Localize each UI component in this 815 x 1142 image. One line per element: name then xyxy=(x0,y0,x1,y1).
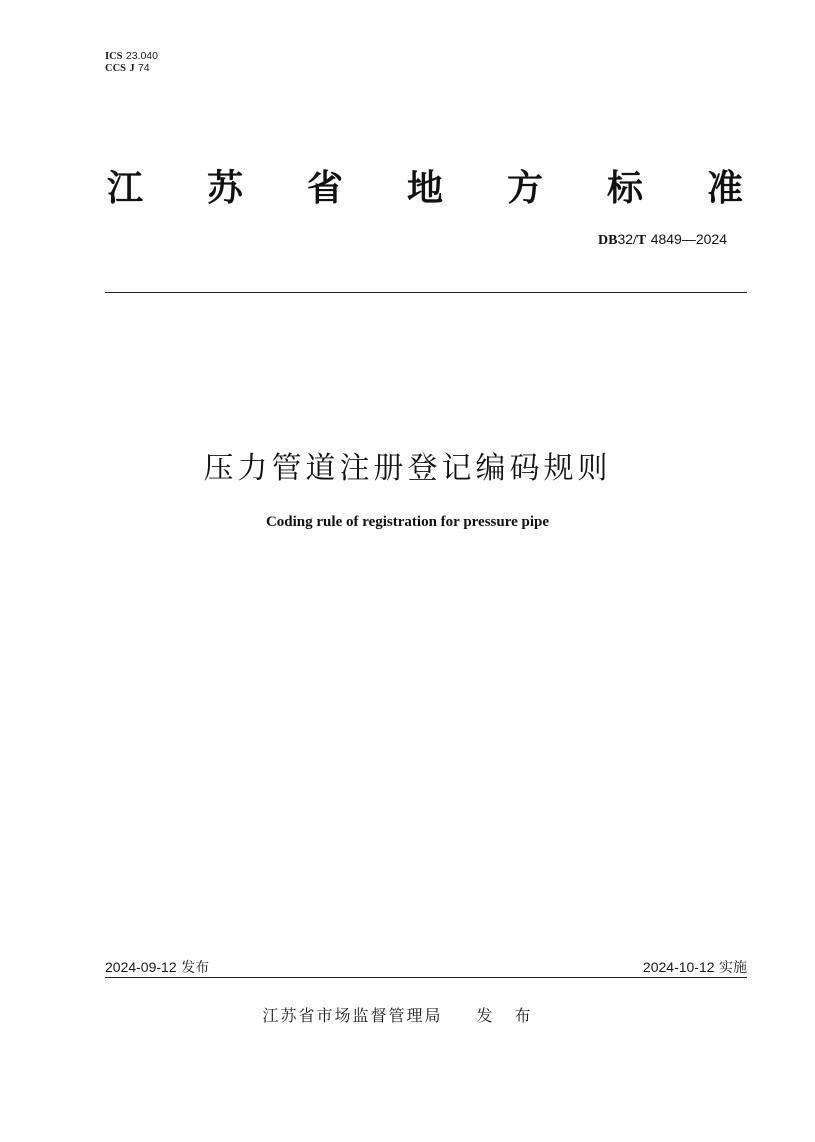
ics-label: ICS xyxy=(105,51,123,62)
ccs-letter: J xyxy=(129,63,135,74)
implementation-date-value: 2024-10-12 xyxy=(642,959,715,975)
standard-type-char: 苏 xyxy=(206,167,243,209)
standard-type-char: 准 xyxy=(706,167,743,209)
implementation-date-label: 实施 xyxy=(719,960,747,976)
footer-divider xyxy=(105,977,747,978)
header-divider xyxy=(105,292,747,293)
standard-region: 32 xyxy=(617,231,634,247)
publisher-name: 江苏省市场监督管理局 xyxy=(262,1006,443,1025)
ccs-code xyxy=(105,63,150,74)
publisher-line xyxy=(0,1003,815,1026)
standard-type-char: 江 xyxy=(106,167,143,209)
document-title-english: Coding rule of registration for pressure pipe xyxy=(265,514,550,530)
issue-date-value: 2024-09-12 xyxy=(105,959,177,975)
document-title-chinese: 压力管道注册登记编码规则 xyxy=(203,451,612,486)
standard-serial: 4849—2024 xyxy=(650,231,727,247)
standard-type-char: 标 xyxy=(606,167,643,209)
issue-date xyxy=(105,957,209,977)
issue-date-label: 发布 xyxy=(181,960,210,976)
standard-number xyxy=(598,231,727,249)
standard-prefix: DB xyxy=(597,233,618,248)
standard-type-char: 地 xyxy=(406,167,443,209)
ccs-value: 74 xyxy=(137,62,150,74)
ics-value: 23.040 xyxy=(125,50,158,62)
standard-type-char: 省 xyxy=(306,167,343,209)
standard-slash-t: /T xyxy=(633,233,647,248)
ics-code xyxy=(105,51,158,62)
implementation-date xyxy=(643,957,747,977)
standard-type-char: 方 xyxy=(506,167,543,209)
ccs-label: CCS xyxy=(105,63,127,74)
publisher-action: 发布 xyxy=(476,1006,553,1025)
standard-type-heading xyxy=(105,163,745,207)
